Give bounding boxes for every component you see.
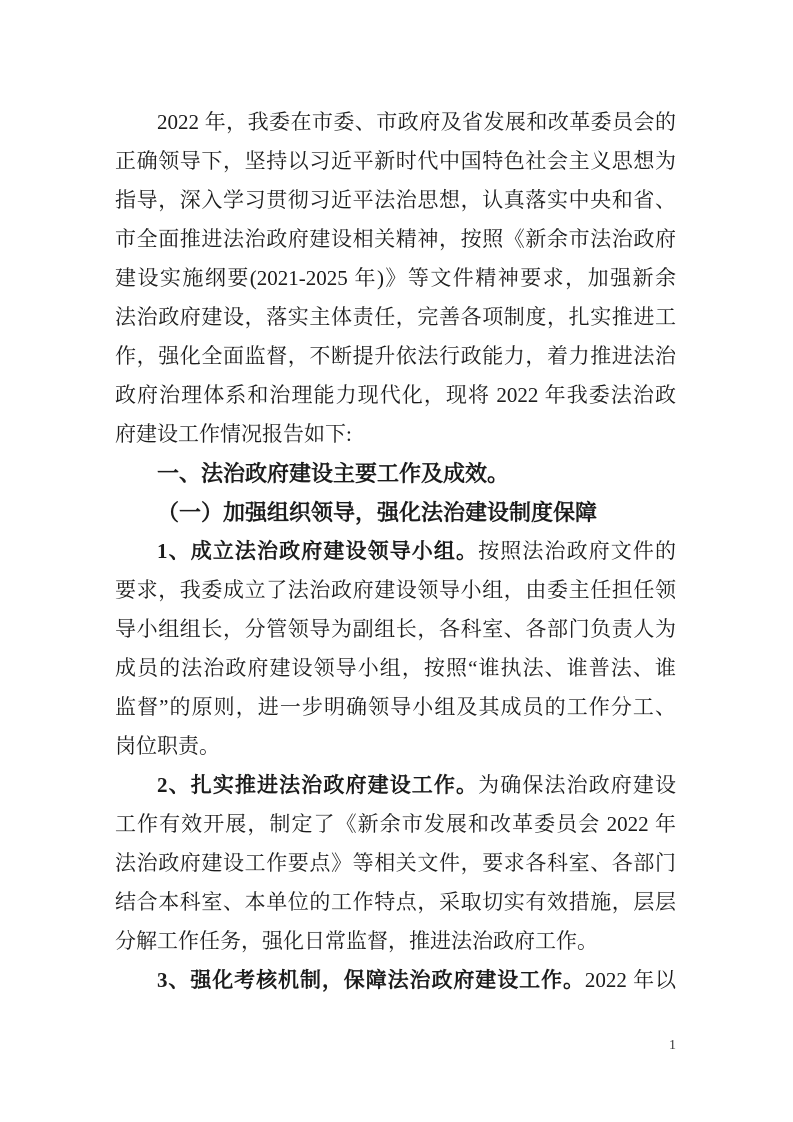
document-line	[115, 415, 676, 454]
line-text: 监督”的原则，进一步明确领导小组及其成员的工作分工、	[115, 695, 676, 719]
line-text: 府建设工作情况报告如下:	[115, 422, 352, 446]
document-line	[115, 220, 676, 259]
line-text: 2022 年，我委在市委、市政府及省发展和改革委员会的	[157, 110, 676, 134]
document-line	[115, 493, 676, 532]
document-line	[115, 805, 676, 844]
line-text: 工作有效开展，制定了《新余市发展和改革委员会 2022 年	[115, 812, 676, 836]
line-text: （一）加强组织领导，强化法治建设制度保障	[157, 500, 598, 525]
line-text: 为确保法治政府建设	[478, 773, 676, 797]
line-text: 成员的法治政府建设领导小组，按照“谁执法、谁普法、谁	[115, 656, 676, 680]
line-lead-bold-text: 1、成立法治政府建设领导小组。	[157, 539, 479, 563]
line-text: 按照法治政府文件的	[478, 539, 676, 563]
line-text: 市全面推进法治政府建设相关精神，按照《新余市法治政府	[115, 227, 676, 251]
line-text: 一、法治政府建设主要工作及成效。	[157, 461, 510, 486]
line-text: 政府治理体系和治理能力现代化，现将 2022 年我委法治政	[115, 383, 676, 407]
document-line	[115, 259, 676, 298]
page-number: 1	[669, 1038, 676, 1053]
line-lead-bold-text: 3、强化考核机制，保障法治政府建设工作。	[157, 968, 585, 992]
document-line	[115, 766, 676, 805]
document-line	[115, 688, 676, 727]
document-line	[115, 571, 676, 610]
document-line	[115, 649, 676, 688]
document-line	[115, 922, 676, 961]
line-text: 结合本科室、本单位的工作特点，采取切实有效措施，层层	[115, 890, 676, 914]
document-line	[115, 181, 676, 220]
line-text: 法治政府建设工作要点》等相关文件，要求各科室、各部门	[115, 851, 676, 875]
document-line	[115, 727, 676, 766]
document-line	[115, 298, 676, 337]
document-line	[115, 610, 676, 649]
line-text: 分解工作任务，强化日常监督，推进法治政府工作。	[115, 929, 598, 953]
document-line	[115, 883, 676, 922]
line-text: 要求，我委成立了法治政府建设领导小组，由委主任担任领	[115, 578, 676, 602]
document-line	[115, 532, 676, 571]
document-line	[115, 376, 676, 415]
line-lead-bold-text: 2、扎实推进法治政府建设工作。	[157, 773, 479, 797]
line-text: 正确领导下，坚持以习近平新时代中国特色社会主义思想为	[115, 149, 676, 173]
document-line	[115, 103, 676, 142]
line-text: 2022 年以	[584, 968, 676, 992]
document-line	[115, 961, 676, 1000]
line-text: 建设实施纲要(2021-2025 年)》等文件精神要求，加强新余	[115, 266, 676, 290]
line-text: 法治政府建设，落实主体责任，完善各项制度，扎实推进工	[115, 305, 676, 329]
line-text: 导小组组长，分管领导为副组长，各科室、各部门负责人为	[115, 617, 676, 641]
line-text: 指导，深入学习贯彻习近平法治思想，认真落实中央和省、	[115, 188, 676, 212]
line-text: 岗位职责。	[115, 734, 220, 758]
document-line	[115, 454, 676, 493]
line-text: 作，强化全面监督，不断提升依法行政能力，着力推进法治	[115, 344, 676, 368]
document-line	[115, 337, 676, 376]
document-line	[115, 142, 676, 181]
document-line	[115, 844, 676, 883]
document-body	[115, 103, 676, 1000]
